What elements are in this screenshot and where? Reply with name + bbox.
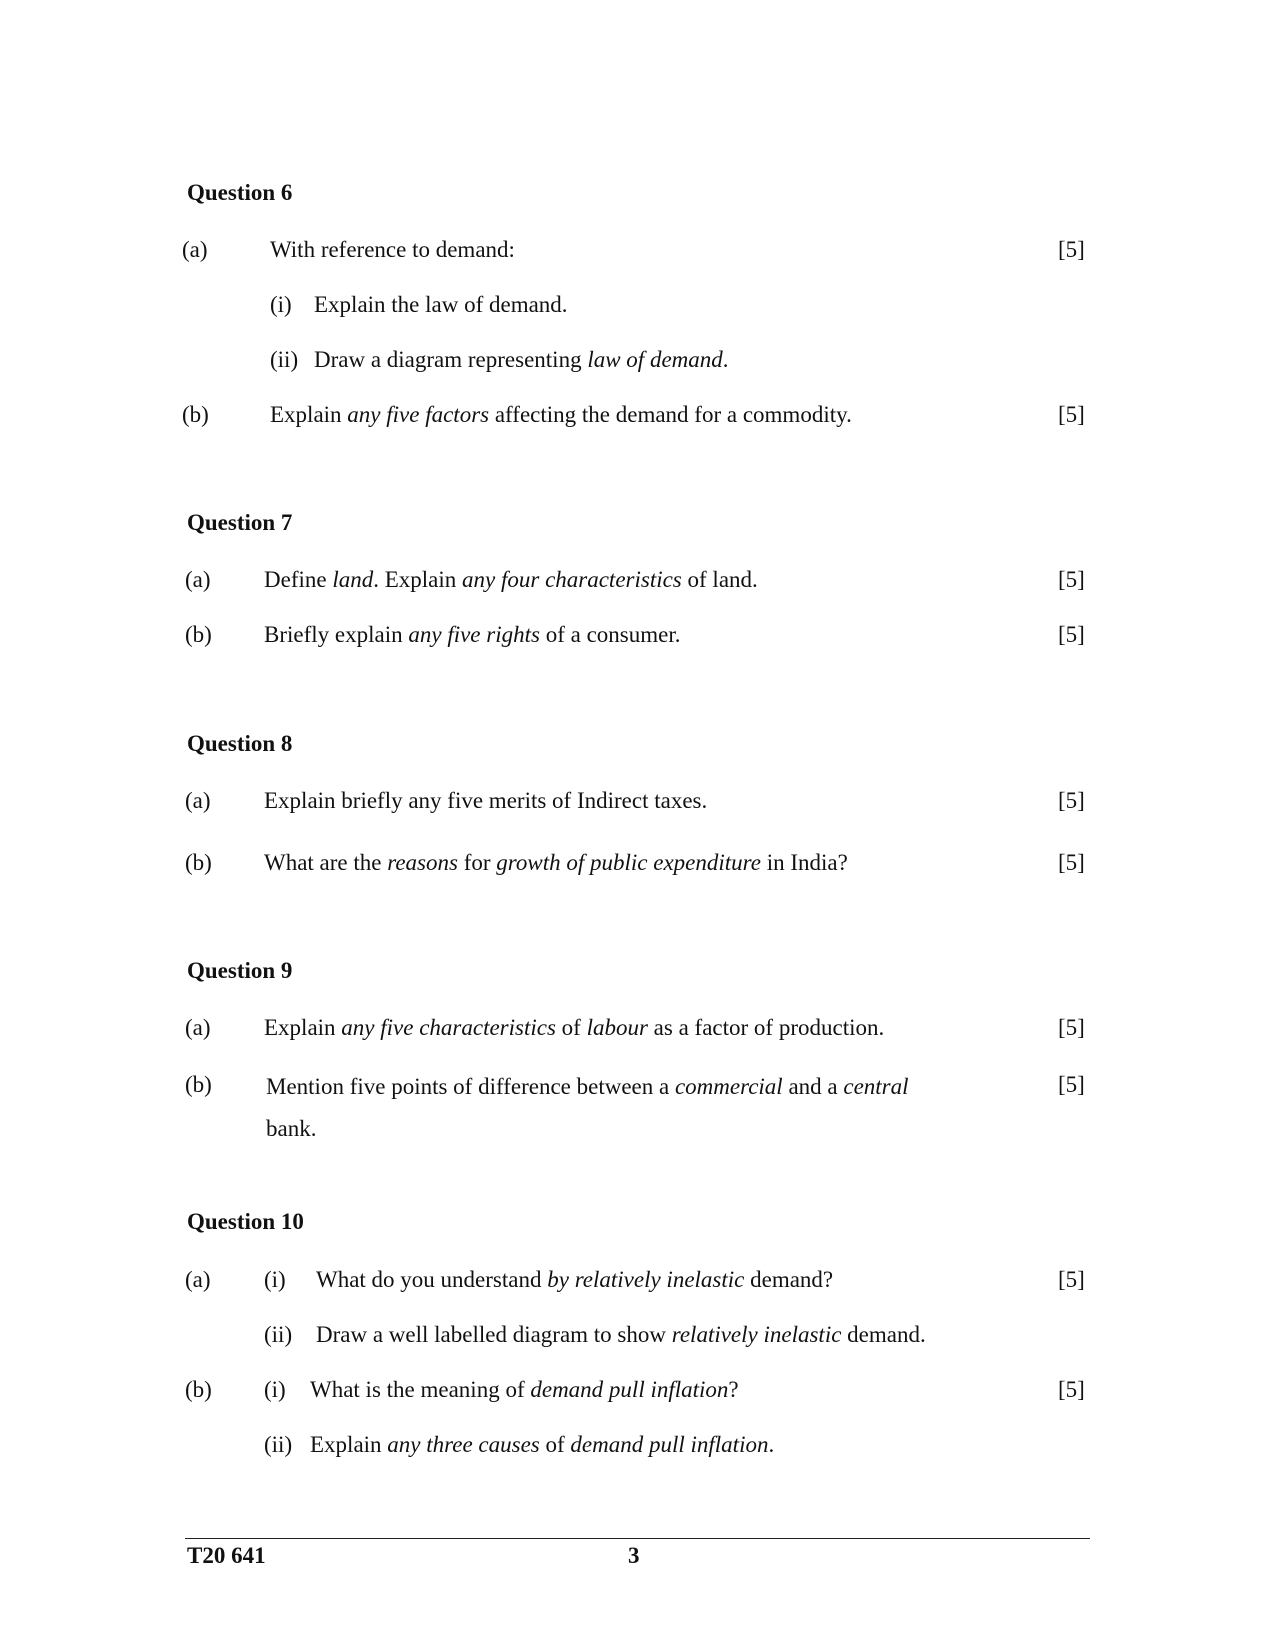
q9-part-a xyxy=(0,1015,1275,1045)
q10-part-a xyxy=(0,1267,1275,1297)
sub-label: (ii) xyxy=(270,347,299,372)
part-label: (b) xyxy=(185,1072,212,1097)
part-label: (a) xyxy=(182,237,208,262)
page-number: 3 xyxy=(628,1543,640,1568)
part-label: (a) xyxy=(185,1267,211,1292)
sub-text: Draw a well labelled diagram to show relatively inelastic demand. xyxy=(316,1322,926,1347)
q6-part-a xyxy=(0,237,1275,267)
sub-text: What is the meaning of demand pull inflation? xyxy=(310,1377,739,1402)
part-label: (a) xyxy=(185,567,211,592)
q8-part-a xyxy=(0,788,1275,818)
marks: [5] xyxy=(1058,237,1085,262)
sub-label: (ii) xyxy=(264,1432,293,1457)
part-label: (b) xyxy=(185,622,212,647)
marks: [5] xyxy=(1058,1015,1085,1040)
q9-part-b xyxy=(0,1066,1275,1156)
sub-text: Explain the law of demand. xyxy=(314,292,568,317)
q10-part-a-sub-ii xyxy=(0,1322,1275,1352)
marks: [5] xyxy=(1058,622,1085,647)
sub-label: (i) xyxy=(270,292,292,317)
marks: [5] xyxy=(1058,402,1085,427)
question-6-title: Question 6 xyxy=(187,180,293,205)
sub-text: Draw a diagram representing law of demand. xyxy=(314,347,729,372)
sub-text: Explain any three causes of demand pull inflation. xyxy=(310,1432,775,1457)
part-label: (a) xyxy=(185,788,211,813)
sub-label: (ii) xyxy=(264,1322,293,1347)
question-9-title: Question 9 xyxy=(187,958,293,983)
part-text: What are the reasons for growth of public expenditure in India? xyxy=(264,850,848,875)
marks: [5] xyxy=(1058,567,1085,592)
part-label: (b) xyxy=(185,850,212,875)
q8-part-b xyxy=(0,850,1275,880)
part-label: (b) xyxy=(185,1377,212,1402)
part-label: (b) xyxy=(182,402,209,427)
marks: [5] xyxy=(1058,1377,1085,1402)
marks: [5] xyxy=(1058,1267,1085,1292)
part-text: Define land. Explain any four characteristics of land. xyxy=(264,567,758,592)
sub-text: What do you understand by relatively inelastic demand? xyxy=(316,1267,834,1292)
sub-label: (i) xyxy=(264,1377,286,1402)
q7-part-b xyxy=(0,622,1275,652)
marks: [5] xyxy=(1058,850,1085,875)
part-text: With reference to demand: xyxy=(270,237,515,262)
q7-part-a xyxy=(0,567,1275,597)
part-text: Explain briefly any five merits of Indirect taxes. xyxy=(264,788,708,813)
question-7-title: Question 7 xyxy=(187,510,293,535)
question-8-title: Question 8 xyxy=(187,731,293,756)
q6-part-a-sub-ii xyxy=(0,347,1275,377)
marks: [5] xyxy=(1058,788,1085,813)
footer-rule xyxy=(185,1538,1090,1539)
q6-part-b xyxy=(0,402,1275,432)
q10-part-b xyxy=(0,1377,1275,1407)
part-text: Briefly explain any five rights of a consumer. xyxy=(264,622,681,647)
sub-label: (i) xyxy=(264,1267,286,1292)
part-text: Explain any five characteristics of labour as a factor of production. xyxy=(264,1015,885,1040)
part-text: Mention five points of difference between a commercial and a central bank. xyxy=(266,1074,909,1141)
part-text: Explain any five factors affecting the demand for a commodity. xyxy=(270,402,852,427)
question-10-title: Question 10 xyxy=(187,1209,304,1234)
part-label: (a) xyxy=(185,1015,211,1040)
q10-part-b-sub-ii xyxy=(0,1432,1275,1462)
paper-code: T20 641 xyxy=(187,1543,266,1568)
marks: [5] xyxy=(1058,1072,1085,1097)
q6-part-a-sub-i xyxy=(0,292,1275,322)
